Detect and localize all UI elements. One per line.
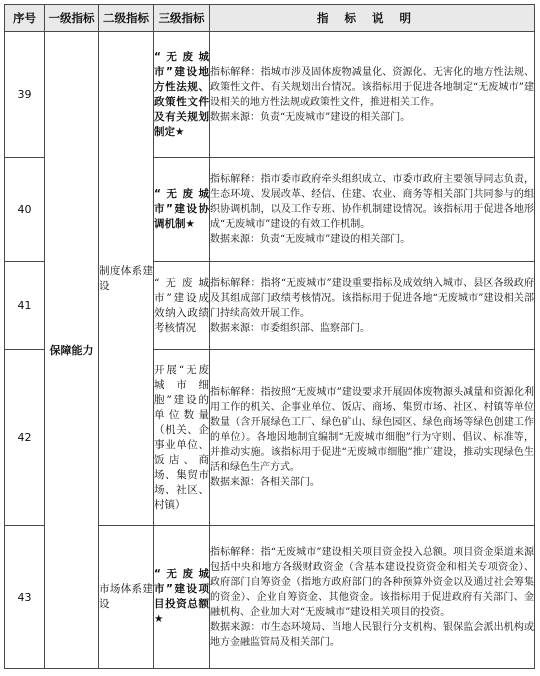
explanation-text: 指标解释：指市委市政府牵头组织成立、市委市政府主要领导同志负责，生态环境、发展改革、经信、住建、农业、商务等相关部门共同参与的组织协调机制，以及工作专班、协作机制建设情况。该指标用于促进各地形成“无废城市”建设的有效工作机制。: [210, 174, 534, 230]
indicator-table: [4, 4, 535, 669]
explanation-text: 指标解释：指按照“无废城市”建设要求开展固体废物源头减量和资源化利用工作的机关、企事业单位、饭店、商场、集贸市场、社区、村镇等单位数量（含开展绿色工厂、绿色矿山、绿色园区、绿色商场等绿色创建工作的单位）。各地因地制宜编制“无废城市细胞”行为守则、倡议、标准等，并推动实施。该指标用于促进“无废城市细胞”推广建设，推动实现绿色生活和绿色生产方式。: [210, 387, 534, 473]
header-index: 序号: [5, 5, 45, 32]
row-index: 39: [5, 32, 45, 158]
table-row: [5, 32, 535, 158]
header-level1: 一级指标: [45, 5, 99, 32]
level3-cell: “无废城市”建设成效纳入政绩考核情况: [154, 262, 210, 350]
row-index: 43: [5, 526, 45, 669]
row-index: 40: [5, 158, 45, 262]
row-index: 41: [5, 262, 45, 350]
level2-cell-institution: 制度体系建设: [99, 32, 154, 526]
description-cell: [210, 158, 535, 262]
source-text: 数据来源：负责“无废城市”建设的相关部门。: [210, 234, 411, 245]
table-header-row: [5, 5, 535, 32]
source-text: 数据来源：负责“无废城市”建设的相关部门。: [210, 111, 411, 123]
header-description: 指标说明: [210, 5, 535, 32]
source-text: 数据来源：市生态环境局、当地人民银行分支机构、银保监会派出机构或地方金融监管局及相关部门。: [210, 621, 534, 648]
level2-cell-market: 市场体系建设: [99, 526, 154, 669]
source-text: 数据来源：各相关部门。: [210, 477, 320, 488]
explanation-text: 指标解释：指将“无废城市”建设重要指标及成效纳入城市、县区各级政府及其组成部门政绩考核情况。该指标用于促进各地“无废城市”建设相关部门持续高效开展工作。: [210, 277, 534, 319]
explanation-text: 指标解释：指城市涉及固体废物减量化、资源化、无害化的地方性法规、政策性文件、有关规划出台情况。该指标用于促进各地制定“无废城市”建设相关的地方性法规或政策性文件，推进相关工作。: [210, 66, 534, 108]
level1-cell: 保障能力: [45, 32, 99, 669]
description-cell: [210, 350, 535, 526]
header-level2: 二级指标: [99, 5, 154, 32]
source-text: 数据来源：市委组织部、监察部门。: [210, 322, 370, 334]
level3-cell: “无废城市”建设协调机制★: [154, 158, 210, 262]
row-index: 42: [5, 350, 45, 526]
level3-cell: “无废城市”建设地方性法规、政策性文件及有关规划制定★: [154, 32, 210, 158]
level3-cell: 开展“无废城市细胞”建设的单位数量（机关、企事业单位、饭店、商场、集贸市场、社区、村镇）: [154, 350, 210, 526]
header-level3: 三级指标: [154, 5, 210, 32]
description-cell: [210, 32, 535, 158]
level3-cell: “无废城市”建设项目投资总额★: [154, 526, 210, 669]
description-cell: [210, 262, 535, 350]
description-cell: [210, 526, 535, 669]
explanation-text: 指标解释：指“无废城市”建设相关项目资金投入总额。项目资金渠道来源包括中央和地方各级财政资金（含基本建设投资资金和相关专项资金）、政府部门自筹资金（指地方政府部门的各种预算外资金以及通过社会筹集的资金）、企业自筹资金、其他资金。该指标用于促进政府有关部门、金融机构、企业加大对“无废城市”建设相关项目的投资。: [210, 546, 534, 618]
